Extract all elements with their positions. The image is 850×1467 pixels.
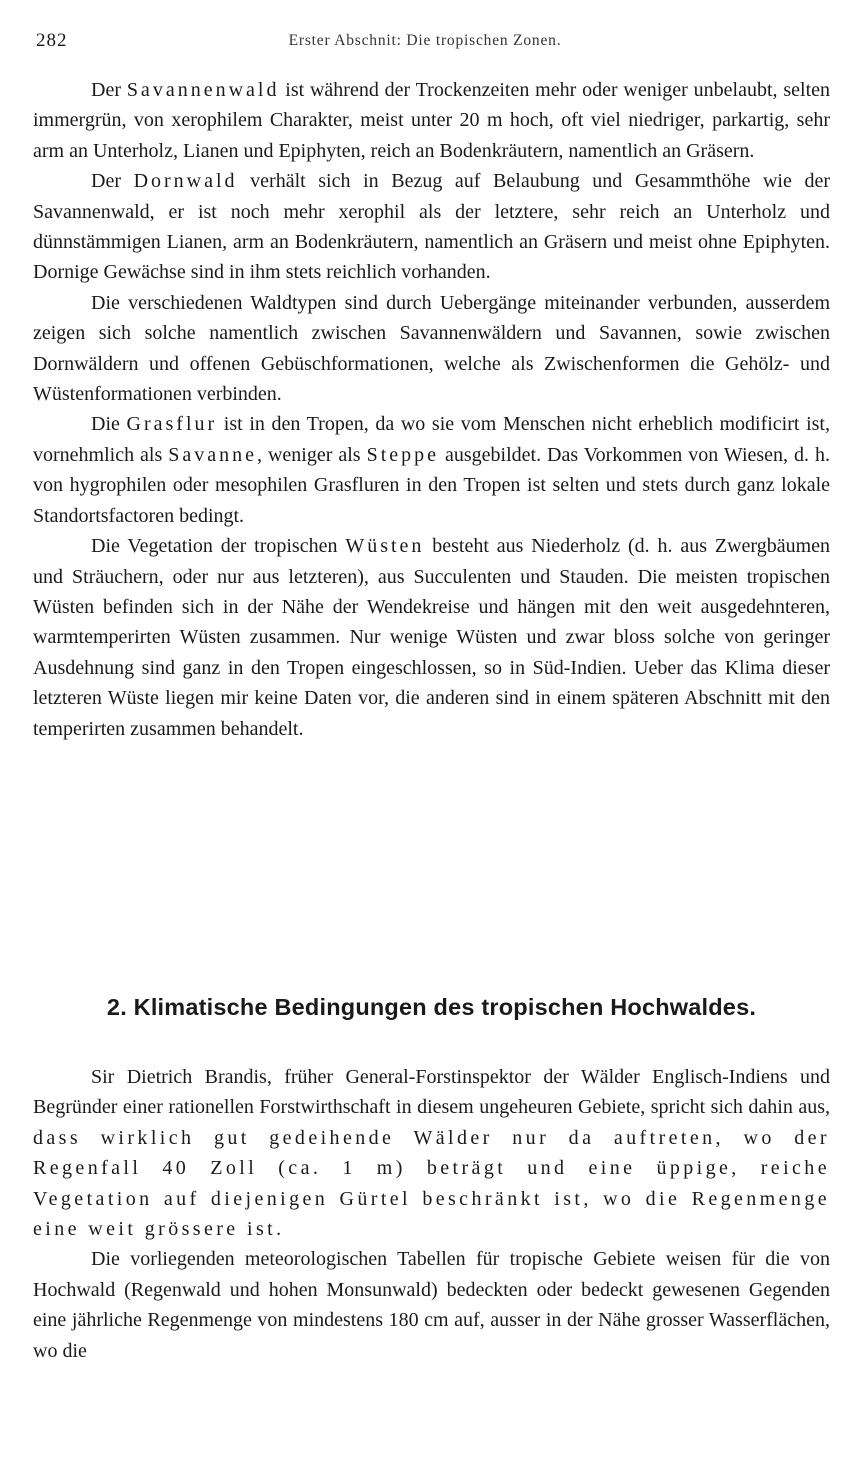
paragraph-text: ist in den Tropen, da wo sie vom Menschen nicht erheblich modificirt ist, vornehmlich als — [33, 413, 830, 466]
paragraph-text: Der — [91, 170, 134, 193]
running-title: Erster Abschnit: Die tropischen Zonen. — [288, 32, 562, 49]
spaced-quote: dass wirklich gut gedeihende Wälder nur da auftreten, wo der Regenfall 40 Zoll (ca. 1 m) beträgt und eine üppige, reiche Vegetation auf diejenigen Gürtel beschränkt ist, wo die Regenmenge eine weit grössere ist. — [33, 1126, 830, 1241]
paragraph-text: ist während der Trockenzeiten mehr oder weniger unbelaubt, selten immergrün, von xerophilem Charakter, meist unter 20 m hoch, oft viel niedriger, parkartig, sehr arm an Unterholz, Lianen und Epiphyten, reich an Bodenkräutern, namentlich an Gräsern. — [33, 79, 830, 162]
running-head — [36, 30, 814, 52]
paragraph-text: Sir Dietrich Brandis, früher General-Forstinspektor der Wälder Englisch-Indiens und Begründer einer rationellen Forstwirthschaft in diesem ungeheuren Gebiete, spricht sich dahin aus, — [33, 1066, 830, 1119]
paragraph-text: Der — [91, 79, 127, 101]
section-body-text — [33, 1062, 830, 1366]
section-heading: 2. Klimatische Bedingungen des tropischen Hochwaldes. — [106, 994, 757, 1020]
spaced-term: Savannenwald — [126, 79, 280, 101]
paragraph-grasflur — [33, 409, 830, 531]
spaced-term: Grasflur — [126, 413, 218, 436]
paragraph-dornwald — [33, 166, 830, 288]
paragraph-text: Die vorliegenden meteorologischen Tabellen für tropische Gebiete weisen für die von Hochwald (Regenwald und hohen Monsunwald) bedeckten oder bedeckt gewesenen Gegenden eine jährliche Regenmenge von mindestens 180 cm auf, ausser in der Nähe grosser Wasserflächen, wo die — [33, 1248, 830, 1362]
paragraph-text: besteht aus Niederholz (d. h. aus Zwergbäumen und Sträuchern, oder nur aus letzteren), aus Succulenten und Stauden. Die meisten tropischen Wüsten befinden sich in der Nähe der Wendekreise und hängen mit den weit ausgedehnteren, warmtemperirten Wüsten zusammen. Nur wenige Wüsten und zwar bloss solche von geringer Ausdehnung sind ganz in den Tropen eingeschlossen, so in Süd-Indien. Ueber das Klima dieser letzteren Wüste liegen mir keine Daten vor, die anderen sind in einem späteren Abschnitt mit den temperirten zusammen behandelt. — [33, 535, 831, 740]
paragraph-text: , weniger als — [257, 443, 367, 466]
paragraph-text: verhält sich in Bezug auf Belaubung und Gesammthöhe wie der Savannenwald, er ist noch mehr xerophil als der letztere, sehr reich an Unterholz und dünnstämmigen Lianen, arm an Bodenkräutern, namentlich an Gräsern und meist ohne Epiphyten. Dornige Gewächse sind in ihm stets reichlich vorhanden. — [33, 170, 830, 284]
paragraph-tabellen — [33, 1244, 830, 1366]
body-text — [33, 75, 830, 744]
spaced-term: Wüsten — [345, 535, 425, 558]
paragraph-text: Die Vegetation der tropischen — [91, 535, 346, 558]
paragraph-savannenwald — [33, 75, 830, 166]
paragraph-text: Die verschiedenen Waldtypen sind durch Uebergänge miteinander verbunden, ausserdem zeigen sich solche namentlich zwischen Savannenwäldern und Savannen, sowie zwischen Dornwäldern und offenen Gebüschformationen, welche als Zwischenformen die Gehölz- und Wüstenformationen verbinden. — [33, 291, 830, 406]
paragraph-text: ausgebildet. Das Vorkommen von Wiesen, d. h. von hygrophilen oder mesophilen Grasfluren in den Tropen ist selten und stets durch ganz lokale Standortsfactoren bedingt. — [33, 443, 830, 527]
paragraph-brandis — [33, 1062, 830, 1244]
spaced-term: Steppe — [366, 443, 440, 466]
spaced-term: Savanne — [168, 443, 258, 466]
paragraph-wuesten — [33, 531, 830, 744]
page-number: 282 — [36, 30, 68, 51]
spaced-term: Dornwald — [133, 170, 238, 193]
paragraph-text: Die — [91, 413, 127, 436]
paragraph-waldtypen — [33, 288, 830, 410]
